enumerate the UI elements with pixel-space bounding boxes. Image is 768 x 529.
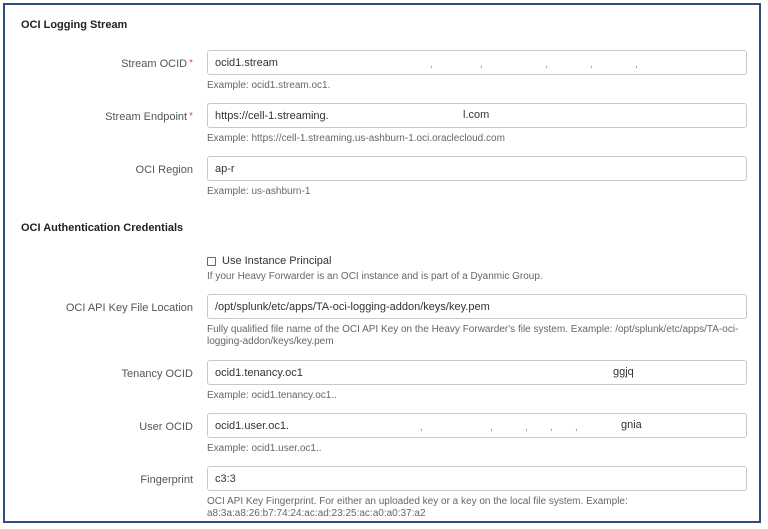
use-instance-principal-help: If your Heavy Forwarder is an OCI instance and is part of a Dyanmic Group. [207, 271, 543, 282]
tenancy-ocid-value-tail: ɡgjq [613, 366, 634, 378]
required-marker: * [189, 111, 193, 122]
api-key-file-input[interactable] [207, 294, 747, 319]
use-instance-principal-toggle[interactable] [207, 255, 331, 267]
api-key-file-label: OCI API Key File Location [65, 302, 193, 314]
required-marker: * [189, 58, 193, 69]
oci-region-input[interactable] [207, 156, 747, 181]
stream-ocid-input[interactable] [207, 50, 747, 75]
user-ocid-help: Example: ocid1.user.oc1.. [207, 443, 322, 454]
oci-region-help: Example: us-ashburn-1 [207, 186, 311, 197]
redaction-mark: , [420, 422, 423, 433]
section-title-auth-credentials: OCI Authentication Credentials [21, 222, 184, 234]
stream-ocid-label: Stream OCID * [121, 58, 193, 70]
tenancy-ocid-label: Tenancy OCID [121, 368, 193, 380]
redaction-mark: , [525, 422, 528, 433]
stream-ocid-help: Example: ocid1.stream.oc1. [207, 80, 331, 91]
tenancy-ocid-input[interactable] [207, 360, 747, 385]
api-key-file-help: Fully qualified file name of the OCI API Key on the Heavy Forwarder's file system. Example: /opt/splunk/etc/apps/TA-oci-logging-addon/keys/key.pem [207, 324, 739, 347]
fingerprint-label: Fingerprint [140, 474, 193, 486]
settings-form [3, 3, 761, 523]
redaction-mark: , [575, 422, 578, 433]
fingerprint-help: OCI API Key Fingerprint. For either an uploaded key or a key on the local file system. Example: a8:3a:a8:26:b7:74:24:ac:ad:23:25:ac:a0:a0:37:a2 [207, 496, 628, 519]
stream-endpoint-value-tail: l.com [463, 109, 490, 121]
redaction-mark: , [490, 422, 493, 433]
section-title-logging-stream: OCI Logging Stream [21, 19, 128, 31]
use-instance-principal-checkbox[interactable] [207, 257, 216, 266]
redaction-mark: , [430, 59, 433, 70]
redaction-mark: , [635, 59, 638, 70]
redaction-mark: , [550, 422, 553, 433]
redaction-mark: , [590, 59, 593, 70]
stream-endpoint-help: Example: https://cell-1.streaming.us-ashburn-1.oci.oraclecloud.com [207, 133, 505, 144]
use-instance-principal-label: Use Instance Principal [222, 255, 332, 267]
user-ocid-input[interactable] [207, 413, 747, 438]
user-ocid-value-tail: gnia [621, 419, 642, 431]
redaction-mark: , [545, 59, 548, 70]
user-ocid-label: User OCID [139, 421, 193, 433]
fingerprint-input[interactable] [207, 466, 747, 491]
stream-endpoint-label: Stream Endpoint * [105, 111, 193, 123]
oci-region-label: OCI Region [135, 164, 193, 176]
tenancy-ocid-help: Example: ocid1.tenancy.oc1.. [207, 390, 337, 401]
redaction-mark: , [480, 59, 483, 70]
